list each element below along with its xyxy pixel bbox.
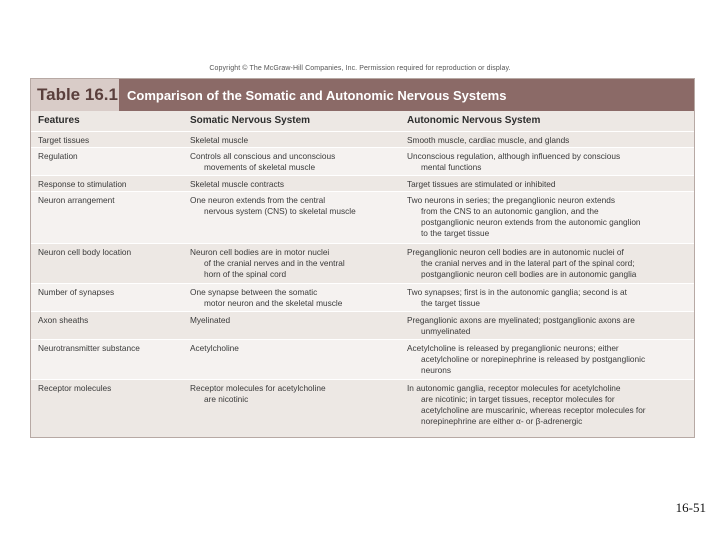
table-row xyxy=(31,147,694,175)
somatic-cell: One synapse between the somatic motor neuron and the skeletal muscle xyxy=(190,287,343,308)
table-row xyxy=(31,191,694,243)
table-row xyxy=(31,339,694,379)
header-features: Features xyxy=(38,115,80,126)
copyright-notice: Copyright © The McGraw-Hill Companies, Inc. Permission required for reproduction or display. xyxy=(209,65,511,72)
table-row xyxy=(31,243,694,283)
table-row xyxy=(31,175,694,191)
autonomic-cell: Two synapses; first is in the autonomic ganglia; second is at the target tissue xyxy=(407,287,627,308)
feature-cell: Neuron cell body location xyxy=(38,247,132,257)
feature-cell: Target tissues xyxy=(38,135,90,145)
table-title-bar xyxy=(31,79,694,111)
feature-cell: Neurotransmitter substance xyxy=(38,343,140,353)
comparison-table xyxy=(30,78,695,438)
feature-cell: Axon sheaths xyxy=(38,315,89,325)
somatic-cell: Skeletal muscle xyxy=(190,135,249,145)
autonomic-cell: Smooth muscle, cardiac muscle, and glands xyxy=(407,135,570,145)
somatic-cell: Controls all conscious and unconscious movements of skeletal muscle xyxy=(190,151,336,172)
table-row xyxy=(31,283,694,311)
autonomic-cell: Two neurons in series; the preganglionic neuron extends from the CNS to an autonomic ganglion, and the postganglionic neuron extends from the autonomic ganglion to the target tissue xyxy=(407,195,641,238)
table-title: Comparison of the Somatic and Autonomic Nervous Systems xyxy=(127,88,507,103)
header-autonomic: Autonomic Nervous System xyxy=(407,115,541,126)
feature-cell: Neuron arrangement xyxy=(38,195,115,205)
autonomic-cell: Target tissues are stimulated or inhibited xyxy=(407,179,556,189)
feature-cell: Number of synapses xyxy=(38,287,115,297)
autonomic-cell: Preganglionic axons are myelinated; postganglionic axons are unmyelinated xyxy=(407,315,635,336)
somatic-cell: Skeletal muscle contracts xyxy=(190,179,285,189)
header-somatic: Somatic Nervous System xyxy=(190,115,311,126)
table-row xyxy=(31,131,694,147)
feature-cell: Response to stimulation xyxy=(38,179,127,189)
autonomic-cell: Acetylcholine is released by preganglionic neurons; either acetylcholine or norepinephrine is released by postganglionic neurons xyxy=(407,343,646,375)
somatic-cell: One neuron extends from the central nervous system (CNS) to skeletal muscle xyxy=(190,195,356,216)
somatic-cell: Neuron cell bodies are in motor nuclei of the cranial nerves and in the ventral horn of the spinal cord xyxy=(190,247,345,279)
somatic-cell: Receptor molecules for acetylcholine are nicotinic xyxy=(190,383,326,404)
table-row xyxy=(31,379,694,437)
autonomic-cell: In autonomic ganglia, receptor molecules for acetylcholine are nicotinic; in target tissues, receptor molecules for acetylcholine are muscarinic, whereas receptor molecules for norepinephrine are either α- or β-adrenergic xyxy=(407,383,646,426)
feature-cell: Receptor molecules xyxy=(38,383,112,393)
autonomic-cell: Preganglionic neuron cell bodies are in autonomic nuclei of the cranial nerves and in the lateral part of the spinal cord; postganglionic neuron cell bodies are in autonomic ganglia xyxy=(407,247,637,279)
somatic-cell: Acetylcholine xyxy=(190,343,239,353)
autonomic-cell: Unconscious regulation, although influenced by conscious mental functions xyxy=(407,151,621,172)
page-number: 16-51 xyxy=(675,500,706,515)
feature-cell: Regulation xyxy=(38,151,78,161)
table-label: Table 16.1 xyxy=(31,79,119,111)
table-row xyxy=(31,311,694,339)
table-header-row xyxy=(31,111,694,131)
somatic-cell: Myelinated xyxy=(190,315,231,325)
